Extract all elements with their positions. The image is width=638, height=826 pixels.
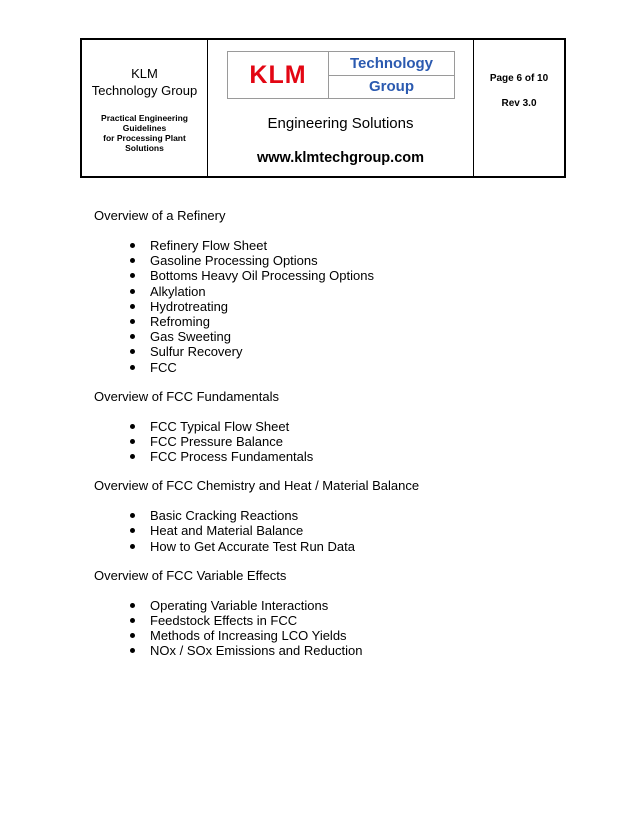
company-line-2: Technology Group <box>91 83 198 98</box>
bullet-icon <box>130 365 135 370</box>
page-number: Page 6 of 10 <box>489 73 549 84</box>
bullet-list <box>94 508 574 554</box>
list-item-label: NOx / SOx Emissions and Reduction <box>150 643 363 659</box>
subtitle-line: Solutions <box>125 143 164 153</box>
list-item <box>94 628 574 643</box>
list-item-label: Gas Sweeting <box>150 329 231 345</box>
list-item <box>94 613 574 628</box>
list-item-label: Refroming <box>150 313 210 329</box>
company-line-1: KLM <box>131 66 158 81</box>
logo-technology-text: Technology <box>329 52 454 76</box>
bullet-icon <box>130 319 135 324</box>
list-item <box>94 268 574 283</box>
bullet-icon <box>130 633 135 638</box>
section-fcc-variables <box>94 568 574 659</box>
bullet-list <box>94 238 574 375</box>
list-item <box>94 329 574 344</box>
list-item <box>94 360 574 375</box>
guideline-subtitle <box>82 113 207 153</box>
list-item-label: Operating Variable Interactions <box>150 597 329 613</box>
bullet-icon <box>130 424 135 429</box>
logo-right-block <box>329 52 454 98</box>
list-item <box>94 238 574 253</box>
section-title: Overview of FCC Chemistry and Heat / Material Balance <box>94 478 420 494</box>
bullet-icon <box>130 273 135 278</box>
bullet-icon <box>130 618 135 623</box>
klm-logo <box>227 51 455 99</box>
list-item-label: FCC Pressure Balance <box>150 433 283 449</box>
tagline: Engineering Solutions <box>267 115 414 132</box>
list-item <box>94 299 574 314</box>
list-item-label: FCC Process Fundamentals <box>150 449 314 465</box>
list-item-label: Heat and Material Balance <box>150 523 304 539</box>
list-item <box>94 449 574 464</box>
bullet-icon <box>130 304 135 309</box>
section-refinery <box>94 208 574 375</box>
bullet-icon <box>130 243 135 248</box>
list-item <box>94 523 574 538</box>
list-item-label: Sulfur Recovery <box>150 344 243 360</box>
subtitle-line: for Processing Plant <box>103 133 186 143</box>
list-item <box>94 508 574 523</box>
header-logo-cell <box>208 40 474 176</box>
list-item <box>94 539 574 554</box>
subtitle-line: Guidelines <box>122 123 167 133</box>
bullet-icon <box>130 439 135 444</box>
website-url: www.klmtechgroup.com <box>256 150 425 166</box>
header-page-cell <box>474 40 564 176</box>
list-item-label: Gasoline Processing Options <box>150 253 318 269</box>
bullet-icon <box>130 528 135 533</box>
list-item <box>94 643 574 658</box>
list-item-label: How to Get Accurate Test Run Data <box>150 538 355 554</box>
list-item-label: FCC Typical Flow Sheet <box>150 418 290 434</box>
list-item-label: Methods of Increasing LCO Yields <box>150 628 347 644</box>
list-item-label: Hydrotreating <box>150 298 229 314</box>
list-item <box>94 314 574 329</box>
section-title: Overview of a Refinery <box>94 208 226 223</box>
document-header <box>80 38 566 178</box>
logo-klm-text: KLM <box>228 52 329 98</box>
bullet-icon <box>130 648 135 653</box>
list-item <box>94 284 574 299</box>
list-item <box>94 598 574 613</box>
list-item-label: Feedstock Effects in FCC <box>150 613 298 628</box>
bullet-icon <box>130 544 135 549</box>
logo-group-text: Group <box>369 78 414 96</box>
section-fcc-chemistry <box>94 478 574 554</box>
bullet-icon <box>130 454 135 459</box>
header-company-cell <box>82 40 208 176</box>
list-item <box>94 253 574 268</box>
bullet-icon <box>130 603 135 608</box>
section-title: Overview of FCC Fundamentals <box>94 388 279 404</box>
list-item <box>94 344 574 359</box>
revision: Rev 3.0 <box>501 98 537 109</box>
bullet-icon <box>130 334 135 339</box>
list-item-label: Refinery Flow Sheet <box>150 238 268 253</box>
bullet-icon <box>130 289 135 294</box>
section-fcc-fundamentals <box>94 389 574 465</box>
bullet-icon <box>130 349 135 354</box>
document-body <box>94 208 574 673</box>
bullet-icon <box>130 258 135 263</box>
company-name <box>82 65 207 99</box>
bullet-icon <box>130 513 135 518</box>
list-item <box>94 419 574 434</box>
list-item-label: Alkylation <box>150 283 206 299</box>
list-item-label: Basic Cracking Reactions <box>150 508 299 524</box>
list-item-label: Bottoms Heavy Oil Processing Options <box>150 268 374 284</box>
list-item <box>94 434 574 449</box>
section-title: Overview of FCC Variable Effects <box>94 567 287 583</box>
subtitle-line: Practical Engineering <box>101 113 188 123</box>
bullet-list <box>94 598 574 659</box>
bullet-list <box>94 419 574 465</box>
list-item-label: FCC <box>150 359 177 375</box>
